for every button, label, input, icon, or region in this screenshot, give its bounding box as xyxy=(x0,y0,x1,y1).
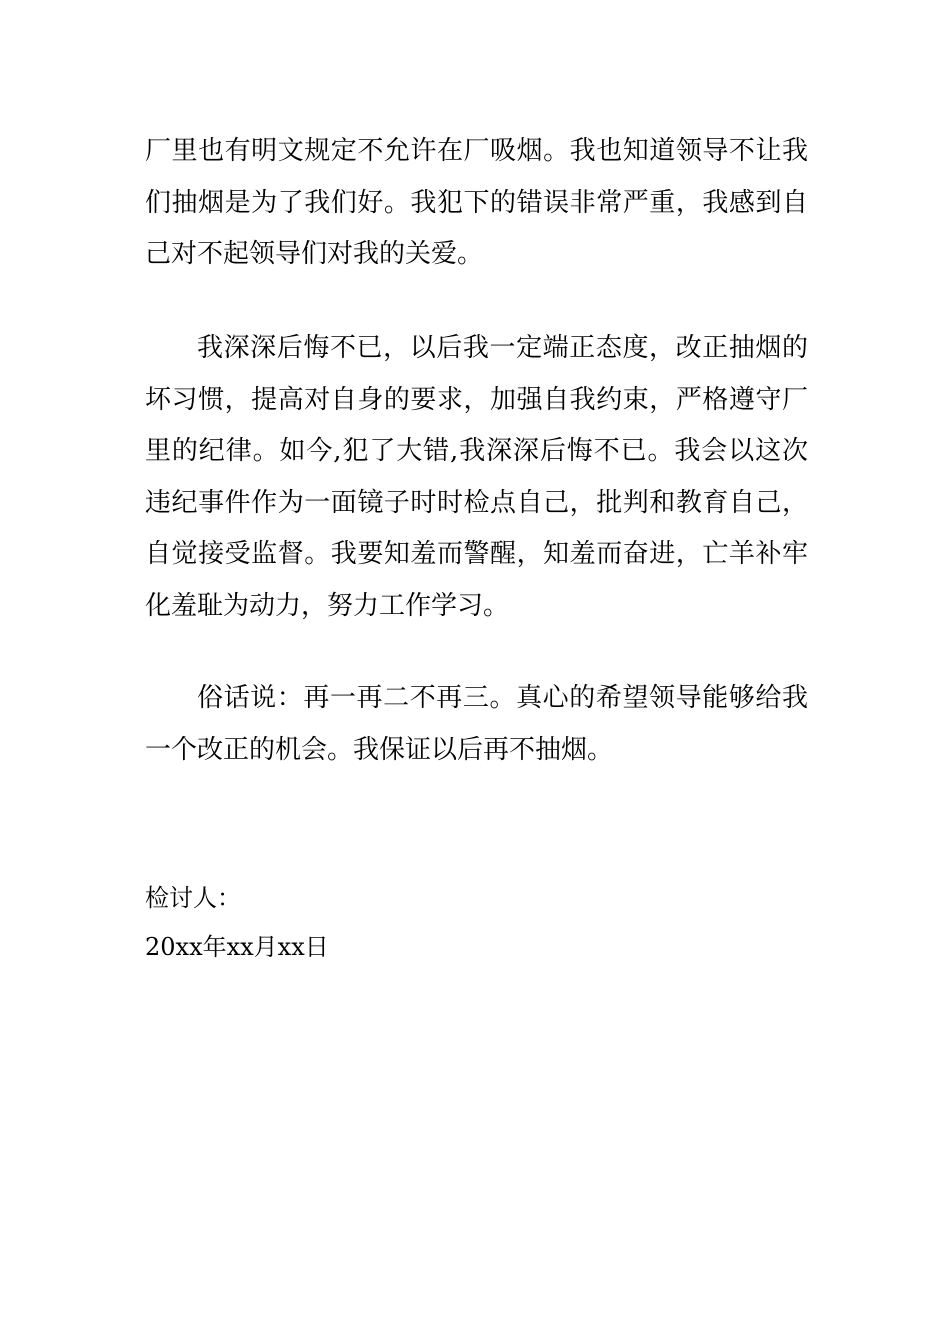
signature-label: 检讨人： xyxy=(145,884,241,912)
signature-date: 20xx年xx月xx日 xyxy=(145,933,329,961)
body-paragraph-1: 厂里也有明文规定不允许在厂吸烟。我也知道领导不让我们抽烟是为了我们好。我犯下的错误非常严重，我感到自己对不起领导们对我的关爱。 xyxy=(145,136,808,269)
body-paragraph-3: 俗话说：再一再二不再三。真心的希望领导能够给我一个改正的机会。我保证以后再不抽烟。 xyxy=(145,683,808,765)
body-paragraph-2: 我深深后悔不已，以后我一定端正态度，改正抽烟的坏习惯，提高对自身的要求，加强自我约束，严格遵守厂里的纪律。如今,犯了大错,我深深后悔不已。我会以这次违纪事件作为一面镜子时时检点自己，批判和教育自己，自觉接受监督。我要知羞而警醒，知羞而奋进，亡羊补牢化羞耻为动力，努力工作学习。 xyxy=(145,333,808,621)
